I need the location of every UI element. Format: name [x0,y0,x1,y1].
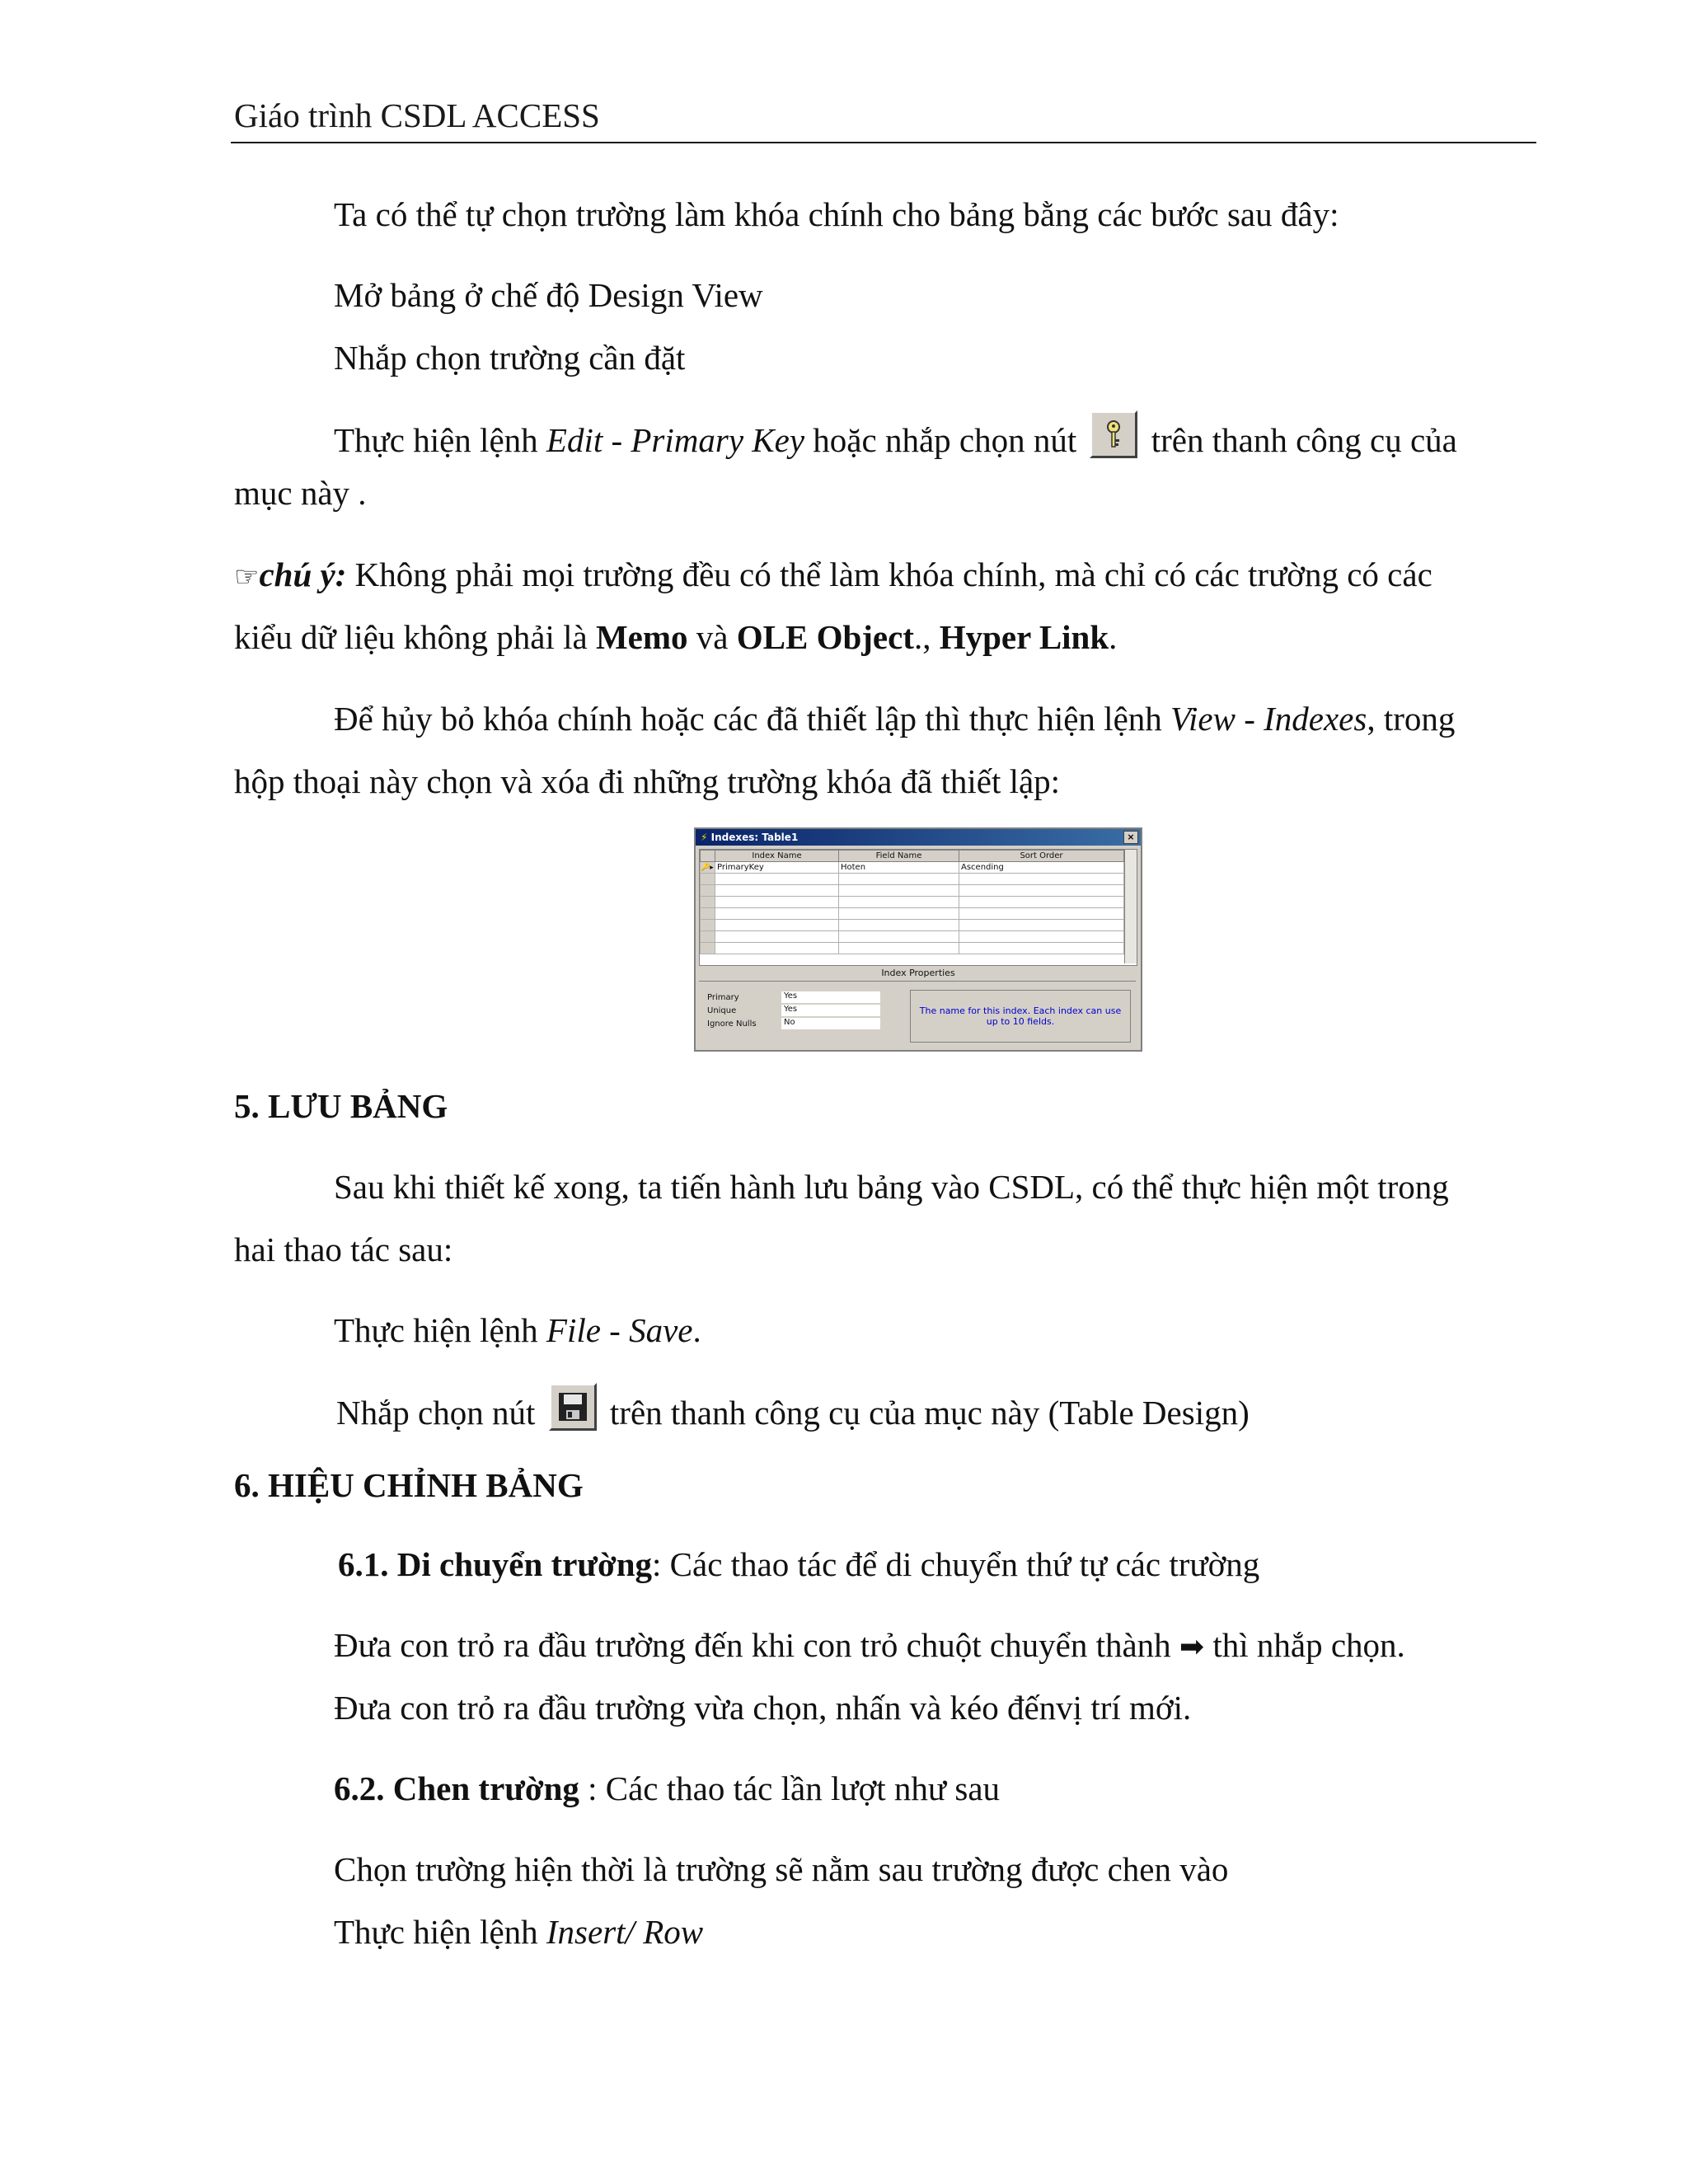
grid-scrollbar[interactable] [1124,850,1137,963]
note-line-2 [234,617,1117,658]
prop-primary-label: Primary [707,993,739,1002]
table-row[interactable] [701,908,1124,920]
note-separator: ., [913,618,940,656]
subsection-6-1 [338,1544,1259,1585]
step-select-field: Nhắp chọn trường cần đặt [334,339,686,377]
cell-field-name[interactable]: Hoten [839,862,959,874]
page-header-title: Giáo trình CSDL ACCESS [234,96,600,134]
table-row[interactable] [701,862,1124,874]
floppy-disk-icon [556,1390,589,1423]
property-hint-text: The name for this index. Each index can use up to 10 fields. [910,990,1131,1043]
table-row[interactable] [701,885,1124,897]
column-header-sort-order: Sort Order [959,851,1124,862]
step-primary-key-continuation: mục này . [234,474,367,512]
subsection-6-1-title: 6.1. Di chuyển trường [338,1545,653,1583]
section-5-heading: 5. LƯU BẢNG [234,1087,448,1125]
primary-key-button[interactable] [1090,410,1137,458]
insert-step-2-prefix: Thực hiện lệnh [334,1913,546,1951]
prop-ignore-nulls-label: Ignore Nulls [707,1019,757,1029]
note-and: và [687,618,737,656]
note-text-2: kiểu dữ liệu không phải là [234,618,596,656]
step-primary-key-suffix: trên thanh công cụ của [1142,421,1457,459]
remove-key-paragraph [334,699,1455,739]
table-row[interactable] [701,931,1124,943]
note-label: chú ý: [259,555,347,593]
index-properties-label: Index Properties [881,968,955,978]
remove-key-continuation: hộp thoại này chọn và xóa đi những trường khóa đã thiết lập: [234,762,1061,800]
ole-object-type: OLE Object [736,618,914,656]
index-properties-panel [699,981,1136,1047]
subsection-6-1-text: : Các thao tác để di chuyển thứ tự các trường [652,1545,1260,1583]
remove-key-suffix: , trong [1367,700,1456,738]
step-primary-key [334,410,1457,461]
subsection-6-2-title: 6.2. Chen trường [334,1769,579,1807]
save-step-prefix: Thực hiện lệnh [334,1311,546,1349]
insert-row-command: Insert/ Row [546,1913,704,1951]
note-line-1 [234,555,1432,595]
remove-key-prefix: Để hủy bỏ khóa chính hoặc các đã thiết lập thì thực hiện lệnh [334,700,1171,738]
move-step-2: Đưa con trỏ ra đầu trường vừa chọn, nhấn và kéo đếnvị trí mới. [334,1689,1192,1727]
insert-step-2 [334,1912,703,1952]
step-primary-key-middle: hoặc nhắp chọn nút [804,421,1077,459]
save-step-command [334,1310,701,1351]
cell-index-name[interactable]: PrimaryKey [715,862,839,874]
subsection-6-2-text: : Các thao tác lần lượt như sau [579,1769,1001,1807]
close-button[interactable]: × [1123,831,1138,844]
dialog-titlebar [696,829,1141,846]
move-step-1 [334,1625,1405,1666]
lightning-icon: ⚡ [701,832,708,843]
intro-paragraph: Ta có thể tự chọn trường làm khóa chính cho bảng bằng các bước sau đây: [334,195,1339,233]
dialog-title: Indexes: Table1 [710,832,799,843]
save-step-button-prefix: Nhắp chọn nút [336,1394,536,1432]
insert-step-1: Chọn trường hiện thời là trường sẽ nằm sau trường được chen vào [334,1850,1229,1888]
section-5-paragraph-continuation: hai thao tác sau: [234,1230,453,1268]
table-row[interactable] [701,943,1124,954]
prop-ignore-nulls-value[interactable]: No [781,1018,880,1029]
table-row[interactable] [701,874,1124,885]
section-6-heading: 6. HIỆU CHỈNH BẢNG [234,1466,584,1504]
key-icon [1097,418,1130,451]
cell-sort-order[interactable]: Ascending [959,862,1124,874]
subsection-6-2 [334,1769,1000,1809]
move-step-1-text: Đưa con trỏ ra đầu trường đến khi con trỏ chuột chuyển thành [334,1626,1171,1664]
section-5-paragraph: Sau khi thiết kế xong, ta tiến hành lưu bảng vào CSDL, có thể thực hiện một trong [334,1168,1449,1206]
prop-unique-value[interactable]: Yes [781,1005,880,1016]
column-header-index-name: Index Name [715,851,839,862]
file-save-command: File - Save [546,1311,693,1349]
key-row-selector-icon[interactable]: 🔑▸ [701,862,715,874]
prop-primary-value[interactable]: Yes [781,991,880,1003]
step-primary-key-command: Edit - Primary Key [546,421,805,459]
hyperlink-type: Hyper Link [939,618,1109,656]
save-step-end: . [692,1311,701,1349]
view-indexes-command: View - Indexes [1170,700,1367,738]
note-end: . [1109,618,1118,656]
indexes-dialog [694,827,1142,1052]
table-row[interactable] [701,920,1124,931]
step-primary-key-prefix: Thực hiện lệnh [334,421,546,459]
table-row[interactable] [701,897,1124,908]
memo-type: Memo [595,618,688,656]
save-step-button-suffix: trên thanh công cụ của mục này (Table Design) [609,1394,1250,1432]
save-button[interactable] [549,1383,597,1431]
note-text-1: Không phải mọi trường đều có thể làm khóa chính, mà chỉ có các trường có các [346,555,1432,593]
prop-unique-label: Unique [707,1006,737,1015]
pointing-hand-icon: ☞ [234,560,260,593]
save-step-button [336,1383,1250,1433]
right-arrow-icon: ➡ [1179,1630,1205,1664]
grid-corner [701,851,715,862]
column-header-field-name: Field Name [839,851,959,862]
step-open-design-view: Mở bảng ở chế độ Design View [334,276,763,314]
header-rule [231,142,1536,143]
move-step-1-end: thì nhắp chọn. [1204,1626,1405,1664]
indexes-grid [699,849,1137,966]
